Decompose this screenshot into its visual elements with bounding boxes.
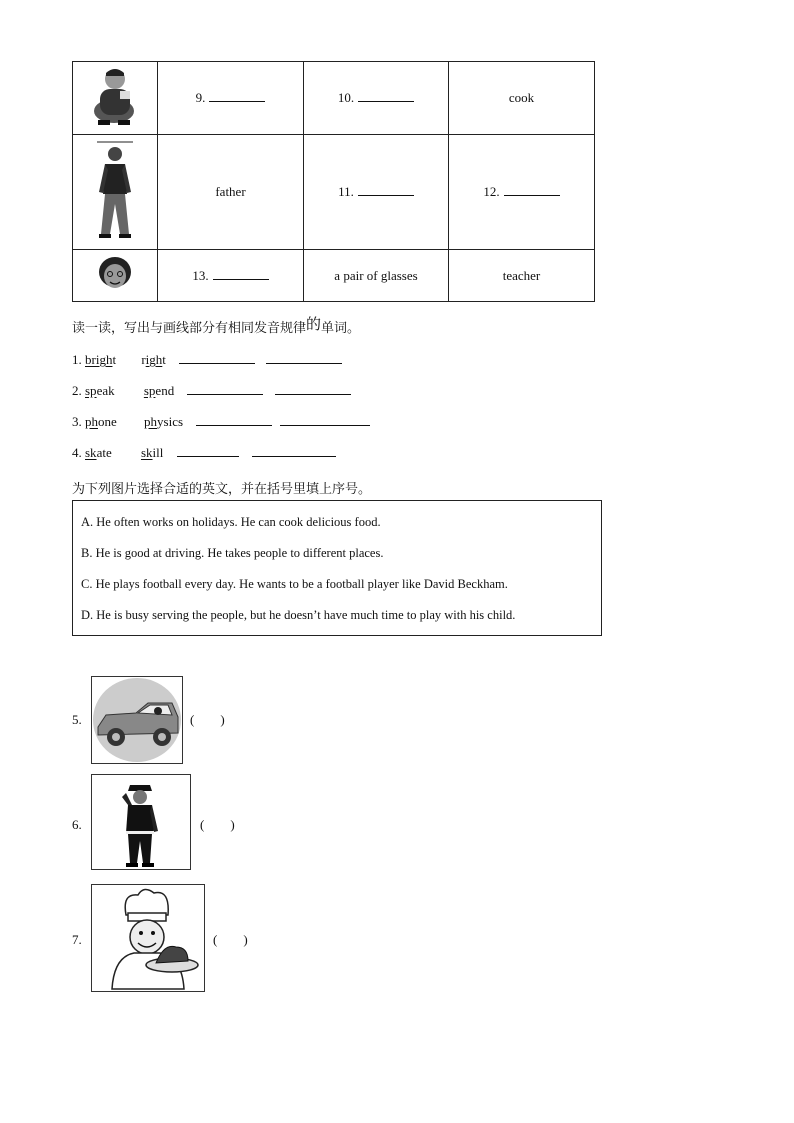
man-eating-icon [90,65,140,127]
answer-blank[interactable] [252,446,336,457]
item-number: 7. [72,932,82,947]
man-standing-icon [93,138,137,242]
option-b: B. He is good at driving. He takes people to different places. [81,546,384,560]
option-a: A. He often works on holidays. He can cook delicious food. [81,515,381,529]
phonics-item: 1. bright right [72,352,342,368]
answer-blank[interactable] [177,446,239,457]
answer-blank[interactable] [280,415,370,426]
answer-blank[interactable] [358,185,414,196]
answer-blank[interactable] [266,353,342,364]
item-number: 6. [72,817,82,832]
options-box [72,500,602,636]
picture-cell [73,62,158,135]
table-cell: 10. [304,62,449,135]
picture-cell [73,135,158,250]
answer-blank[interactable] [358,91,414,102]
answer-blank[interactable] [209,91,265,102]
answer-paren[interactable]: ( ) [213,932,248,947]
answer-blank[interactable] [213,269,269,280]
table-cell: cook [449,62,595,135]
option-c: C. He plays football every day. He wants to be a football player like David Beckham. [81,577,508,591]
phonics-item: 3. phone physics [72,414,370,430]
woman-face-icon [97,254,133,294]
table-row [73,62,595,135]
answer-paren[interactable]: ( ) [200,817,235,832]
answer-blank[interactable] [275,384,351,395]
table-cell: 12. [449,135,595,250]
table-cell: a pair of glasses [304,250,449,302]
phonics-instruction: 读一读，写出与画线部分有相同发音规律的单词。 [72,315,361,336]
option-d: D. He is busy serving the people, but he doesn’t have much time to play with his child. [81,608,516,622]
table-cell: 9. [158,62,304,135]
policeman-icon [92,775,190,869]
answer-paren[interactable]: ( ) [190,712,225,727]
picture-6 [91,774,191,870]
picture-cell [73,250,158,302]
vocab-table [72,61,595,302]
answer-blank[interactable] [179,353,255,364]
matching-instruction: 为下列图片选择合适的英文，并在括号里填上序号。 [72,482,372,497]
answer-blank[interactable] [187,384,263,395]
picture-7 [91,884,205,992]
car-driver-icon [92,677,182,763]
table-cell: 11. [304,135,449,250]
phonics-item: 2. speak spend [72,383,351,399]
table-cell: father [158,135,304,250]
table-cell: 13. [158,250,304,302]
chef-icon [92,885,204,991]
answer-blank[interactable] [196,415,272,426]
table-row [73,135,595,250]
answer-blank[interactable] [504,185,560,196]
table-row [73,250,595,302]
item-number: 5. [72,712,82,727]
table-cell: teacher [449,250,595,302]
picture-5 [91,676,183,764]
phonics-item: 4. skate skill [72,445,336,461]
